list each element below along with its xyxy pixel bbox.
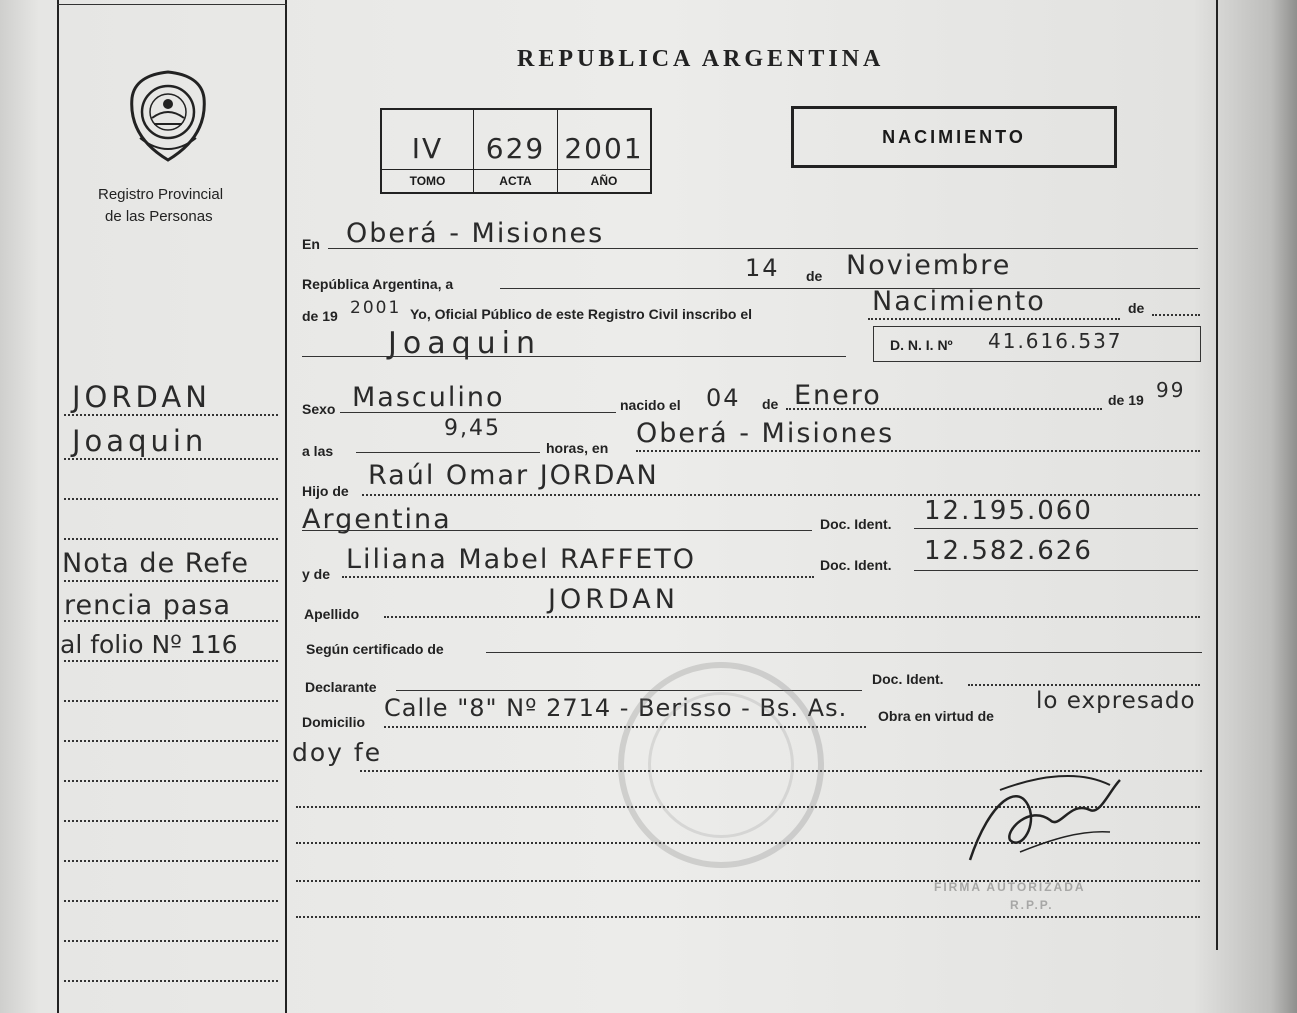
tomo-cell bbox=[382, 110, 474, 192]
acta-label: ACTA bbox=[474, 169, 557, 192]
label-de-month: de bbox=[762, 396, 779, 412]
margin-border-left bbox=[57, 0, 59, 1013]
ano-cell bbox=[558, 110, 650, 192]
label-declarante: Declarante bbox=[305, 679, 377, 695]
registry-name-line2: de las Personas bbox=[105, 208, 213, 225]
value-birth-year: 99 bbox=[1156, 378, 1186, 402]
value-father-doc: 12.195.060 bbox=[924, 496, 1093, 526]
form-border-right bbox=[1216, 0, 1218, 950]
value-father-name: Raúl Omar JORDAN bbox=[368, 460, 659, 491]
label-yo-oficial: Yo, Oficial Público de este Registro Civil inscribo el bbox=[410, 306, 753, 322]
value-birth-time: 9,45 bbox=[444, 416, 501, 441]
value-father-nationality: Argentina bbox=[302, 504, 452, 535]
value-birth-place: Oberá - Misiones bbox=[636, 418, 895, 449]
label-nacido-el: nacido el bbox=[620, 397, 681, 413]
line-act-kind bbox=[868, 318, 1120, 320]
label-en: En bbox=[302, 236, 320, 252]
label-dni: D. N. I. Nº bbox=[890, 337, 953, 353]
label-doc-ident-3: Doc. Ident. bbox=[872, 671, 944, 687]
tomo-label: TOMO bbox=[382, 169, 473, 192]
margin-line bbox=[64, 860, 278, 862]
value-dni: 41.616.537 bbox=[988, 329, 1123, 353]
line-birth-time bbox=[356, 452, 540, 453]
label-sexo: Sexo bbox=[302, 401, 336, 417]
line-declarante-doc bbox=[968, 684, 1200, 686]
margin-line bbox=[64, 458, 278, 460]
label-doc-ident-1: Doc. Ident. bbox=[820, 516, 892, 532]
blank-line bbox=[296, 916, 1200, 918]
official-seal bbox=[618, 662, 824, 868]
provincial-emblem-icon bbox=[126, 68, 210, 164]
value-mother-name: Liliana Mabel RAFFETO bbox=[346, 544, 697, 575]
margin-note-line1: Nota de Refe bbox=[62, 548, 250, 579]
acta-value: 629 bbox=[485, 132, 546, 165]
value-sex: Masculino bbox=[352, 382, 505, 413]
line-mother-doc bbox=[914, 570, 1198, 571]
margin-line bbox=[64, 780, 278, 782]
label-horas-en: horas, en bbox=[546, 440, 609, 456]
dni-box bbox=[873, 326, 1201, 362]
value-address: Calle "8" Nº 2714 - Berisso - Bs. As. bbox=[384, 694, 848, 722]
margin-surname: JORDAN bbox=[72, 380, 211, 414]
value-by-virtue-of: lo expresado bbox=[1036, 688, 1196, 714]
margin-note-line2: rencia pasa bbox=[64, 590, 232, 621]
label-apellido: Apellido bbox=[304, 606, 360, 622]
line-en bbox=[328, 248, 1198, 249]
label-hijo-de: Hijo de bbox=[302, 483, 349, 499]
label-domicilio: Domicilio bbox=[302, 714, 366, 730]
label-de-19-year: de 19 bbox=[1108, 392, 1144, 408]
value-year-corrected: 2001 bbox=[350, 298, 402, 318]
label-de: de bbox=[806, 268, 823, 284]
value-month: Noviembre bbox=[846, 250, 1012, 281]
top-border bbox=[57, 4, 287, 5]
ano-label: AÑO bbox=[558, 169, 650, 192]
value-surname: JORDAN bbox=[548, 584, 679, 615]
value-place: Oberá - Misiones bbox=[346, 218, 605, 249]
label-y-de: y de bbox=[302, 566, 331, 582]
line-de-end bbox=[1152, 314, 1200, 316]
signature-authorized: FIRMA AUTORIZADA bbox=[934, 880, 1086, 894]
line-mother-name bbox=[342, 576, 814, 578]
value-act-kind: Nacimiento bbox=[872, 286, 1046, 317]
acta-cell bbox=[474, 110, 558, 192]
label-obra-en-virtud: Obra en virtud de bbox=[878, 708, 994, 724]
value-day: 14 bbox=[745, 254, 780, 282]
margin-line bbox=[64, 580, 278, 582]
margin-line bbox=[64, 620, 278, 622]
value-mother-doc: 12.582.626 bbox=[924, 536, 1093, 566]
margin-line bbox=[64, 660, 278, 662]
official-signature bbox=[960, 760, 1130, 880]
value-closing: doy fe bbox=[292, 738, 383, 767]
margin-line bbox=[64, 900, 278, 902]
margin-border-right bbox=[285, 0, 287, 1013]
margin-line bbox=[64, 700, 278, 702]
margin-line bbox=[64, 538, 278, 540]
margin-note-line3: al folio Nº 116 bbox=[60, 630, 238, 659]
label-de-19: de 19 bbox=[302, 308, 338, 324]
value-birth-day: 04 bbox=[706, 384, 741, 412]
label-a-las: a las bbox=[302, 443, 334, 459]
margin-line bbox=[64, 498, 278, 500]
line-first-name bbox=[302, 356, 846, 357]
tomo-value: IV bbox=[411, 132, 444, 165]
registry-name-line1: Registro Provincial bbox=[98, 186, 224, 203]
margin-line bbox=[64, 940, 278, 942]
country-title: REPUBLICA ARGENTINA bbox=[517, 46, 885, 72]
line-father-nationality bbox=[302, 530, 812, 531]
signature-rpp: R.P.P. bbox=[1010, 898, 1054, 912]
act-type-box: NACIMIENTO bbox=[791, 106, 1117, 168]
margin-line bbox=[64, 414, 278, 416]
line-surname bbox=[384, 616, 1200, 618]
label-republica-a: República Argentina, a bbox=[302, 276, 454, 292]
ano-value: 2001 bbox=[564, 132, 644, 165]
reference-box bbox=[380, 108, 652, 194]
label-segun-cert: Según certificado de bbox=[306, 641, 444, 657]
line-birth-place bbox=[636, 450, 1200, 452]
line-date bbox=[500, 288, 1200, 289]
label-doc-ident-2: Doc. Ident. bbox=[820, 557, 892, 573]
margin-given-name: Joaquin bbox=[72, 424, 208, 458]
value-first-name: Joaquin bbox=[388, 326, 541, 361]
margin-line bbox=[64, 740, 278, 742]
label-de-end: de bbox=[1128, 300, 1145, 316]
line-birth-month bbox=[786, 408, 1102, 410]
value-birth-month: Enero bbox=[794, 380, 882, 411]
margin-line bbox=[64, 980, 278, 982]
line-father-doc bbox=[914, 528, 1198, 529]
line-segun-cert bbox=[486, 652, 1202, 653]
margin-line bbox=[64, 820, 278, 822]
line-sex bbox=[340, 412, 616, 413]
